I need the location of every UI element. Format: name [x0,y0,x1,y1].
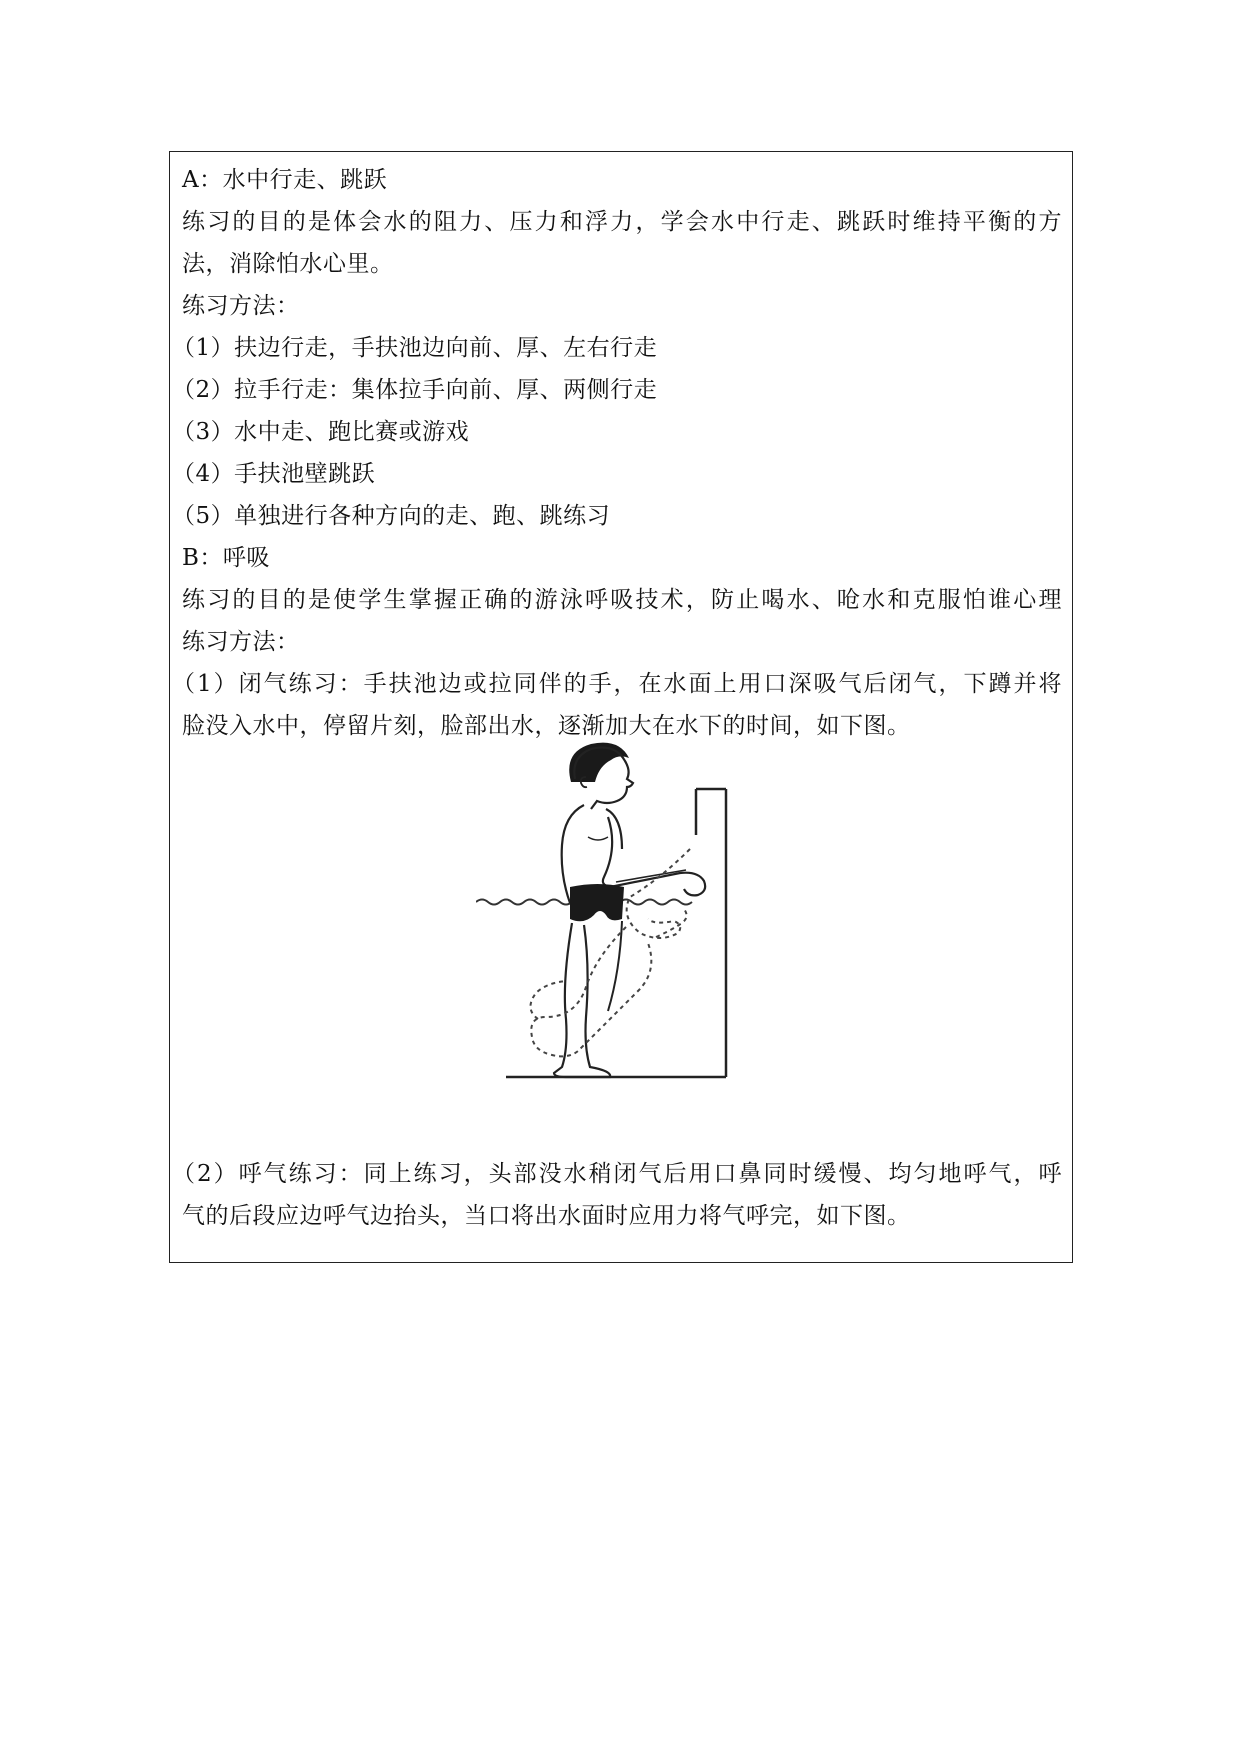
section-a-methods-label: 练习方法： [182,293,300,319]
section-a-heading: A：水中行走、跳跃 [182,167,388,193]
swimmer-breath-hold-illustration [476,737,766,1092]
section-b-method-1-line-1: （1）闭气练习：手扶池边或拉同伴的手，在水面上用口深吸气后闭气，下蹲并将 [172,671,1062,697]
section-a-method-item: （2）拉手行走：集体拉手向前、厚、两侧行走 [172,377,658,403]
section-a-method-item: （3）水中走、跑比赛或游戏 [172,419,470,445]
section-a-purpose-line-1: 练习的目的是体会水的阻力、压力和浮力，学会水中行走、跳跃时维持平衡的方 [182,209,1062,235]
section-b-purpose: 练习的目的是使学生掌握正确的游泳呼吸技术，防止喝水、呛水和克服怕谁心理 [182,587,1062,613]
section-b-method-2-line-1: （2）呼气练习：同上练习，头部没水稍闭气后用口鼻同时缓慢、均匀地呼气，呼 [172,1161,1062,1187]
section-a-method-item: （5）单独进行各种方向的走、跑、跳练习 [172,503,611,529]
section-b-method-2-line-2: 气的后段应边呼气边抬头，当口将出水面时应用力将气呼完，如下图。 [182,1203,911,1229]
section-b-methods-label: 练习方法： [182,629,300,655]
section-b-method-1-line-2: 脸没入水中，停留片刻，脸部出水，逐渐加大在水下的时间，如下图。 [182,713,911,739]
section-a-method-item: （4）手扶池壁跳跃 [172,461,376,487]
content-box [169,151,1073,1263]
section-a-method-item: （1）扶边行走，手扶池边向前、厚、左右行走 [172,335,658,361]
section-a-purpose-line-2: 法，消除怕水心里。 [182,251,394,277]
section-b-heading: B：呼吸 [182,545,270,571]
